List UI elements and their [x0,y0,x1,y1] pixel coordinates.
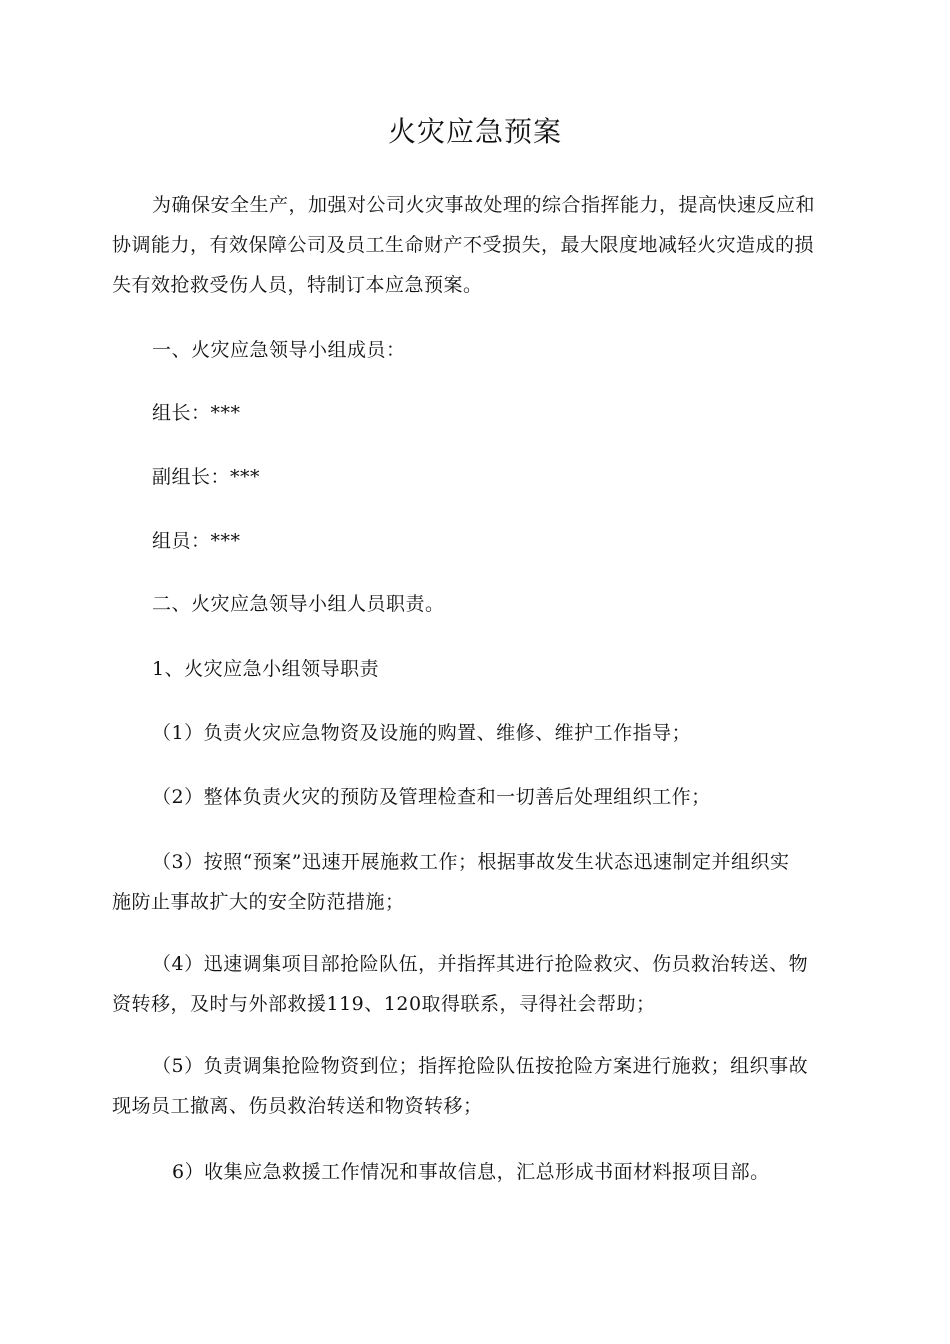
intro-line-2: 协调能力，有效保障公司及员工生命财产不受损失，最大限度地减轻火灾造成的损 [112,234,815,256]
deputy-leader-line: 副组长：*** [152,466,261,488]
duty-6: 6）收集应急救援工作情况和事故信息，汇总形成书面材料报项目部。 [172,1161,770,1183]
duty-2: （2）整体负责火灾的预防及管理检查和一切善后处理组织工作； [152,786,711,808]
intro-line-1: 为确保安全生产，加强对公司火灾事故处理的综合指挥能力，提高快速反应和 [152,194,816,216]
duty-5: （5）负责调集抢险物资到位；指挥抢险队伍按抢险方案进行施救；组织事故 现场员工撤离、伤员救治转送和物资转移； [112,1055,809,1117]
duty-4: （4）迅速调集项目部抢险队伍，并指挥其进行抢险救灾、伤员救治转送、物 资转移，及时与外部救援119、120取得联系，寻得社会帮助； [112,953,809,1015]
duty-3: （3）按照“预案”迅速开展施救工作；根据事故发生状态迅速制定并组织实 施防止事故扩大的安全防范措施； [112,851,790,913]
duty-1: （1）负责火灾应急物资及设施的购置、维修、维护工作指导； [152,722,692,744]
intro-line-3: 失有效抢救受伤人员，特制订本应急预案。 [112,274,483,296]
members-line: 组员：*** [152,530,241,552]
intro-paragraph [112,185,852,305]
section2-heading: 二、火灾应急领导小组人员职责。 [152,593,445,615]
leader-line: 组长：*** [152,402,241,424]
document-title: 火灾应急预案 [387,115,562,148]
subsection1-heading: 1、火灾应急小组领导职责 [152,658,380,680]
section1-heading: 一、火灾应急领导小组成员： [152,339,406,361]
